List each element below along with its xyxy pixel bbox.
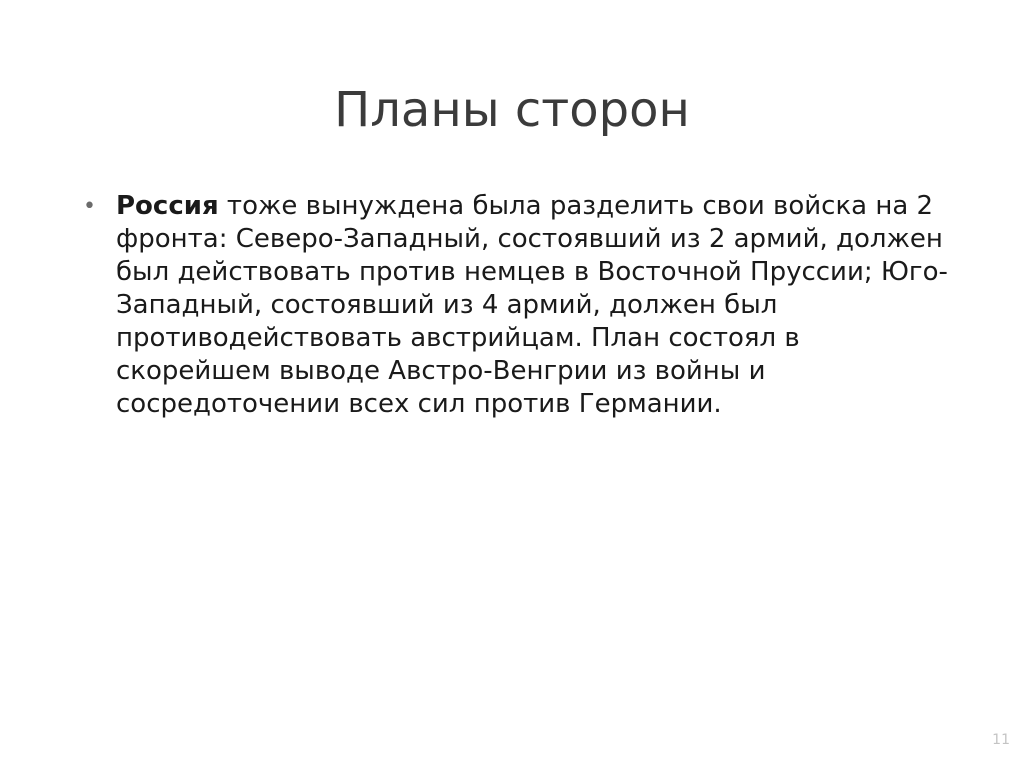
slide-title: Планы сторон (334, 82, 690, 138)
bullet-bold-text: Россия (116, 191, 219, 221)
page-number: 11 (992, 732, 1010, 748)
bullet-text: тоже вынуждена была разделить свои войска на 2 фронта: Северо-Западный, состоявший из 2 армий, должен был действовать против немцев в Восточной Пруссии; Юго-Западный, состоявший из 4 армий, должен был противодействовать австрийцам. План состоял в скорейшем выводе Австро-Венгрии из войны и сосредоточении всех сил против Германии. (116, 191, 948, 419)
bullet-list (80, 190, 960, 421)
bullet-item (80, 190, 960, 421)
bullet-icon: • (83, 194, 96, 219)
